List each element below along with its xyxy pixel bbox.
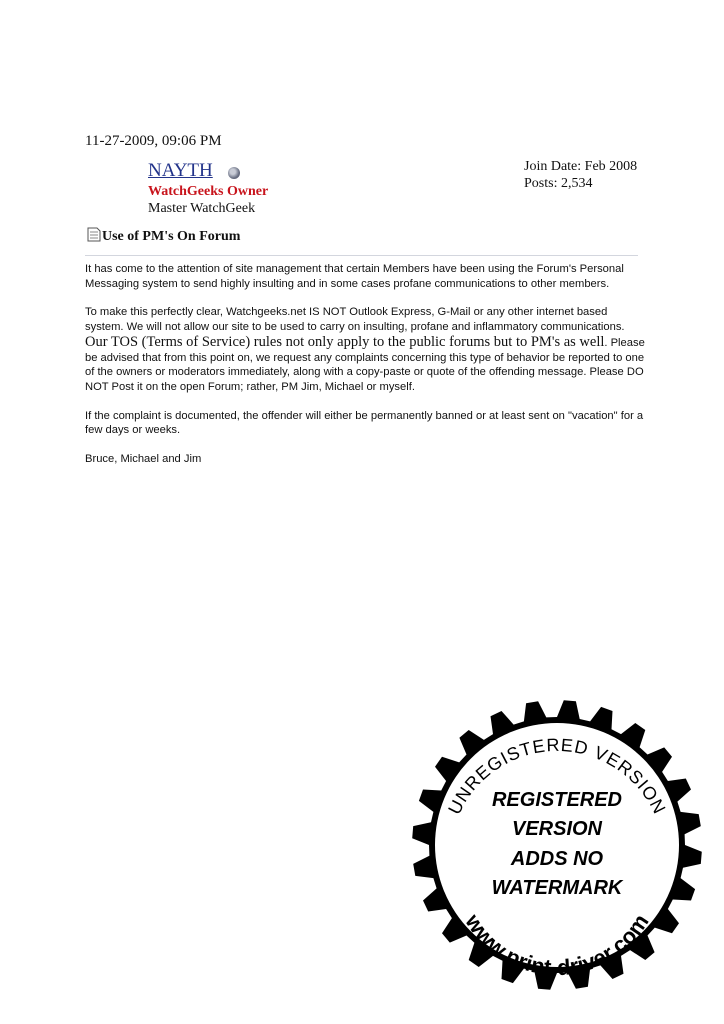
stamp-bottom-arc: www.print-driver.com <box>460 909 654 981</box>
post-count: Posts: 2,534 <box>524 176 593 191</box>
paragraph-text: To make this perfectly clear, Watchgeeks.net IS NOT Outlook Express, G-Mail or any other internet based system. We will not allow our site to be used to carry on insulting, profane and inflammatory communications. <box>85 306 625 334</box>
user-title: WatchGeeks Owner <box>148 184 269 199</box>
paragraph-text: . Please be advised that from this point on, we request any complaints concerning this type of behavior be reported to one of the owners or moderators immediately, along with a copy-paste or quote of the offending message. Please DO NOT Post it on the open Forum; rather, PM Jim, Michael or myself. <box>85 336 645 393</box>
post-title: Use of PM's On Forum <box>102 229 241 244</box>
post-body <box>85 262 645 481</box>
stamp-line-2: VERSION <box>511 818 603 840</box>
stamp-line-3: ADDS NO <box>510 848 604 870</box>
stamp-top-arc: UNREGISTERED VERSION <box>444 734 670 818</box>
document-icon <box>87 227 101 242</box>
user-rank: Master WatchGeek <box>148 201 256 216</box>
username-link[interactable]: NAYTH <box>148 160 213 181</box>
post-timestamp: 11-27-2009, 09:06 PM <box>85 133 222 149</box>
paragraph: It has come to the attention of site management that certain Members have been using the Forum's Personal Messaging system to send highly insulting and in some cases profane communications to other members. <box>85 263 624 290</box>
tos-text: Our TOS (Terms of Service) rules not only apply to the public forums but to PM's as well <box>85 333 605 350</box>
watermark-stamp <box>412 700 702 990</box>
divider <box>85 255 638 256</box>
signature: Bruce, Michael and Jim <box>85 453 202 466</box>
stamp-line-1: REGISTERED <box>491 789 623 811</box>
join-date: Join Date: Feb 2008 <box>524 159 638 174</box>
stamp-line-4: WATERMARK <box>491 877 623 899</box>
online-status-icon <box>228 167 240 179</box>
paragraph <box>85 305 645 394</box>
paragraph: If the complaint is documented, the offender will either be permanently banned or at least sent on "vacation" for a few days or weeks. <box>85 409 644 437</box>
